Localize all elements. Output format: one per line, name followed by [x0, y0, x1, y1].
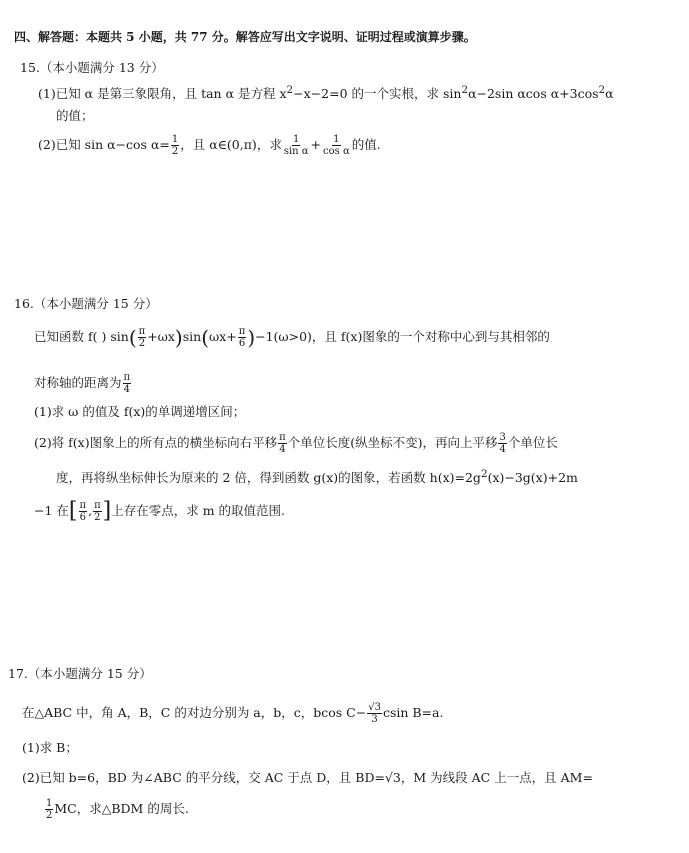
q16-title: 16.（本小题满分 15 分） — [14, 296, 158, 311]
q16-part2-line2: 度，再将纵坐标伸长为原来的 2 倍，得到函数 g(x)的图象，若函数 $h(x)=2g^2(x)-3g(x)+2m$ — [56, 468, 578, 486]
q17-title: 17.（本小题满分 15 分） — [8, 666, 152, 681]
q15-part1-line2: 的值； — [56, 108, 94, 123]
q17-line1: 在△ABC 中，角 A，B，C 的对边分别为 a，b，c，bcos C− $\frac{√3}{3}$ csin B=a. — [22, 702, 444, 725]
q16-part1: (1)求 ω 的值及 f(x)的单调递增区间； — [34, 404, 246, 419]
q17-part2-line1: (2)已知 b=6，BD 为∠ABC 的平分线，交 AC 于点 D，且 BD=√3，M 为线段 AC 上一点，且 AM= — [22, 770, 593, 785]
q16-line2: 对称轴的距离为 $\frac{\pi}{4}$ — [34, 372, 131, 395]
q15-part2: (2)已知 sin α−cos α= $\frac{1}{2}$ ，且 α∈(0,π)，求 $\frac{1}{\text{sin α}}$ + $\frac{1}{\text{cos α}}$ 的值. — [38, 134, 381, 157]
q16-part2-line1: (2)将 f(x)图象上的所有点的横坐标向右平移 $\frac{\pi}{4}$ 个单位长度(纵坐标不变)，再向上平移 $\frac{3}{4}$ 个单位长 — [34, 432, 558, 455]
q16-line1: 已知函数 f( ) sin( $\frac{\pi}{2}$ +ωx)sin(ωx+ $\frac{\pi}{6}$ )−1(ω>0)，且 f(x)图象的一个对称中心到与其相邻的 — [34, 325, 550, 350]
section-header: 四、解答题：本题共 5 小题，共 77 分。解答应写出文字说明、证明过程或演算步骤。 — [14, 30, 476, 44]
q16-part2-line3: −1 在[ $\frac{\pi}{6}$ , $\frac{\pi}{2}$ ]上存在零点，求 m 的取值范围. — [34, 498, 286, 524]
q17-part2-line2: $\frac{1}{2}$ MC，求△BDM 的周长. — [46, 798, 189, 821]
q15-part1-line1: (1)已知 α 是第三象限角，且 tan α 是方程 $x^2-x-2=0$ 的一个实根，求 $\sin^2\alpha-2\sin$ αcos $\alpha+3\cos^2\alpha$ — [38, 84, 614, 102]
q17-part1: (1)求 B； — [22, 740, 78, 755]
q15-title: 15.（本小题满分 13 分） — [20, 60, 164, 75]
